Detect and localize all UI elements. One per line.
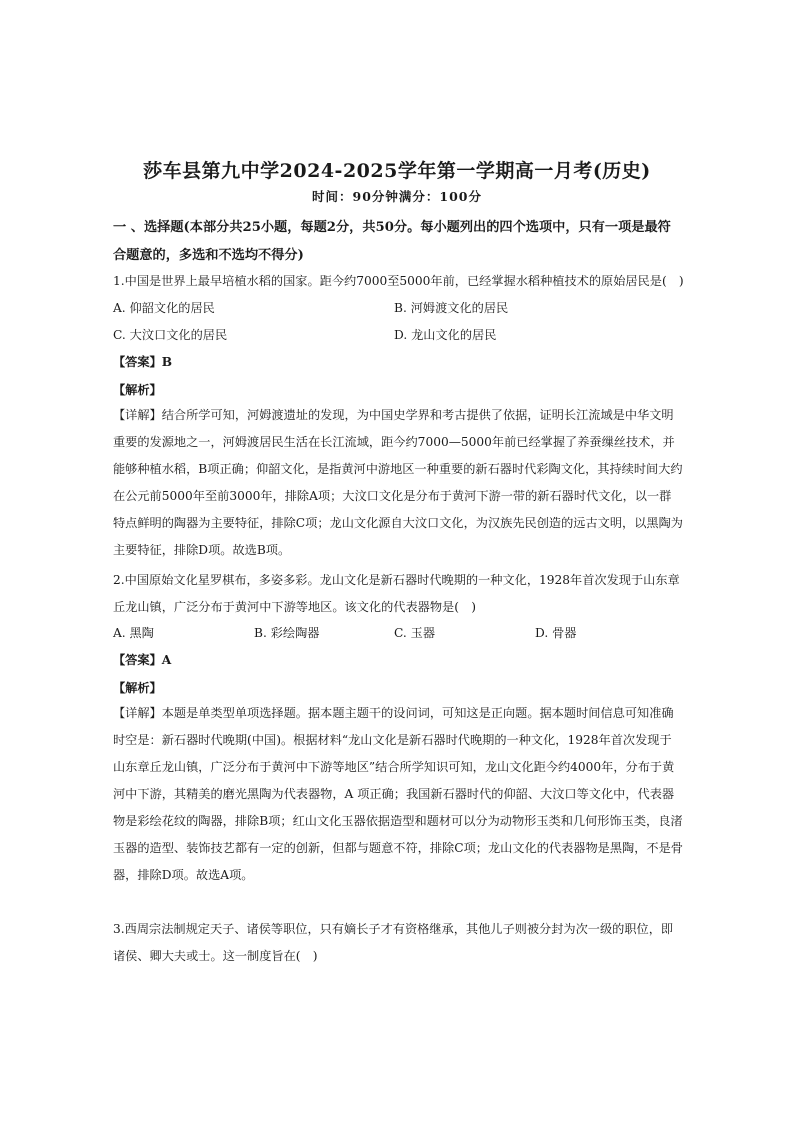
q2-option-c: C. 玉器 <box>394 626 436 640</box>
q1-analysis-label: 【解析】 <box>113 383 162 397</box>
q2-detail: 【详解】本题是单类型单项选择题。据本题主题干的设问词，可知这是正向题。据本题时间信息可知准确时空是：新石器时代晚期(中国)。根据材料“龙山文化是新石器时代晚期的一种文化，1928年首次发现于山东章丘龙山镇，广泛分布于黄河中下游等地区”结合所学知识可知，龙山文化距今约4000年，分布于黄河中下游，其精美的磨光黑陶为代表器物，A 项正确；我国新石器时代的仰韶、大汶口等文化中，代表器物是彩绘花纹的陶器，排除B项；红山文化玉器依据造型和题材可以分为动物形玉类和几何形饰玉类，良渚玉器的造型、装饰技艺都有一定的创新，但都与题意不符，排除C项；龙山文化的代表器物是黑陶，不是骨器，排除D项。故选A项。 <box>113 706 683 882</box>
q1-option-a: A. 仰韶文化的居民 <box>113 301 215 315</box>
q2-option-b: B. 彩绘陶器 <box>254 626 320 640</box>
q1-option-b: B. 河姆渡文化的居民 <box>394 301 509 315</box>
question-2-stem: 2.中国原始文化星罗棋布，多姿多彩。龙山文化是新石器时代晚期的一种文化，1928年首次发现于山东章丘龙山镇，广泛分布于黄河中下游等地区。该文化的代表器物是( ) <box>113 573 680 614</box>
question-3-stem: 3.西周宗法制规定天子、诸侯等职位，只有嫡长子才有资格继承，其他儿子则被分封为次一级的职位，即诸侯、卿大夫或士。这一制度旨在( ) <box>113 922 674 963</box>
q1-option-d: D. 龙山文化的居民 <box>394 328 497 342</box>
section-heading: 一 、选择题(本部分共25小题，每题2分，共50分。每小题列出的四个选项中，只有一项是最符合题意的，多选和不选均不得分) <box>113 220 671 263</box>
question-1-stem: 1.中国是世界上最早培植水稻的国家。距今约7000至5000年前，已经掌握水稻种植技术的原始居民是( ) <box>113 274 684 288</box>
q1-detail: 【详解】结合所学可知，河姆渡遗址的发现，为中国史学界和考古提供了依据，证明长江流域是中华文明重要的发源地之一，河姆渡居民生活在长江流域，距今约7000—5000年前已经掌握了养蚕缫丝技术，并能够种植水稻，B项正确；仰韶文化，是指黄河中游地区一种重要的新石器时代彩陶文化，其持续时间大约在公元前5000年至前3000年，排除A项；大汶口文化是分布于黄河下游一带的新石器时代文化，以一群特点鲜明的陶器为主要特征，排除C项；龙山文化源自大汶口文化，为汉族先民创造的远古文明，以黑陶为主要特征，排除D项。故选B项。 <box>113 408 683 557</box>
q2-answer: 【答案】A <box>113 653 172 667</box>
q1-answer: 【答案】B <box>113 355 173 369</box>
exam-subtitle: 时间：90分钟满分：100分 <box>312 189 482 204</box>
exam-title: 莎车县第九中学2024-2025学年第一学期高一月考(历史) <box>143 160 651 182</box>
q2-analysis-label: 【解析】 <box>113 681 162 695</box>
q2-option-d: D. 骨器 <box>535 626 577 640</box>
q1-option-c: C. 大汶口文化的居民 <box>113 328 228 342</box>
q2-option-a: A. 黑陶 <box>113 626 154 640</box>
